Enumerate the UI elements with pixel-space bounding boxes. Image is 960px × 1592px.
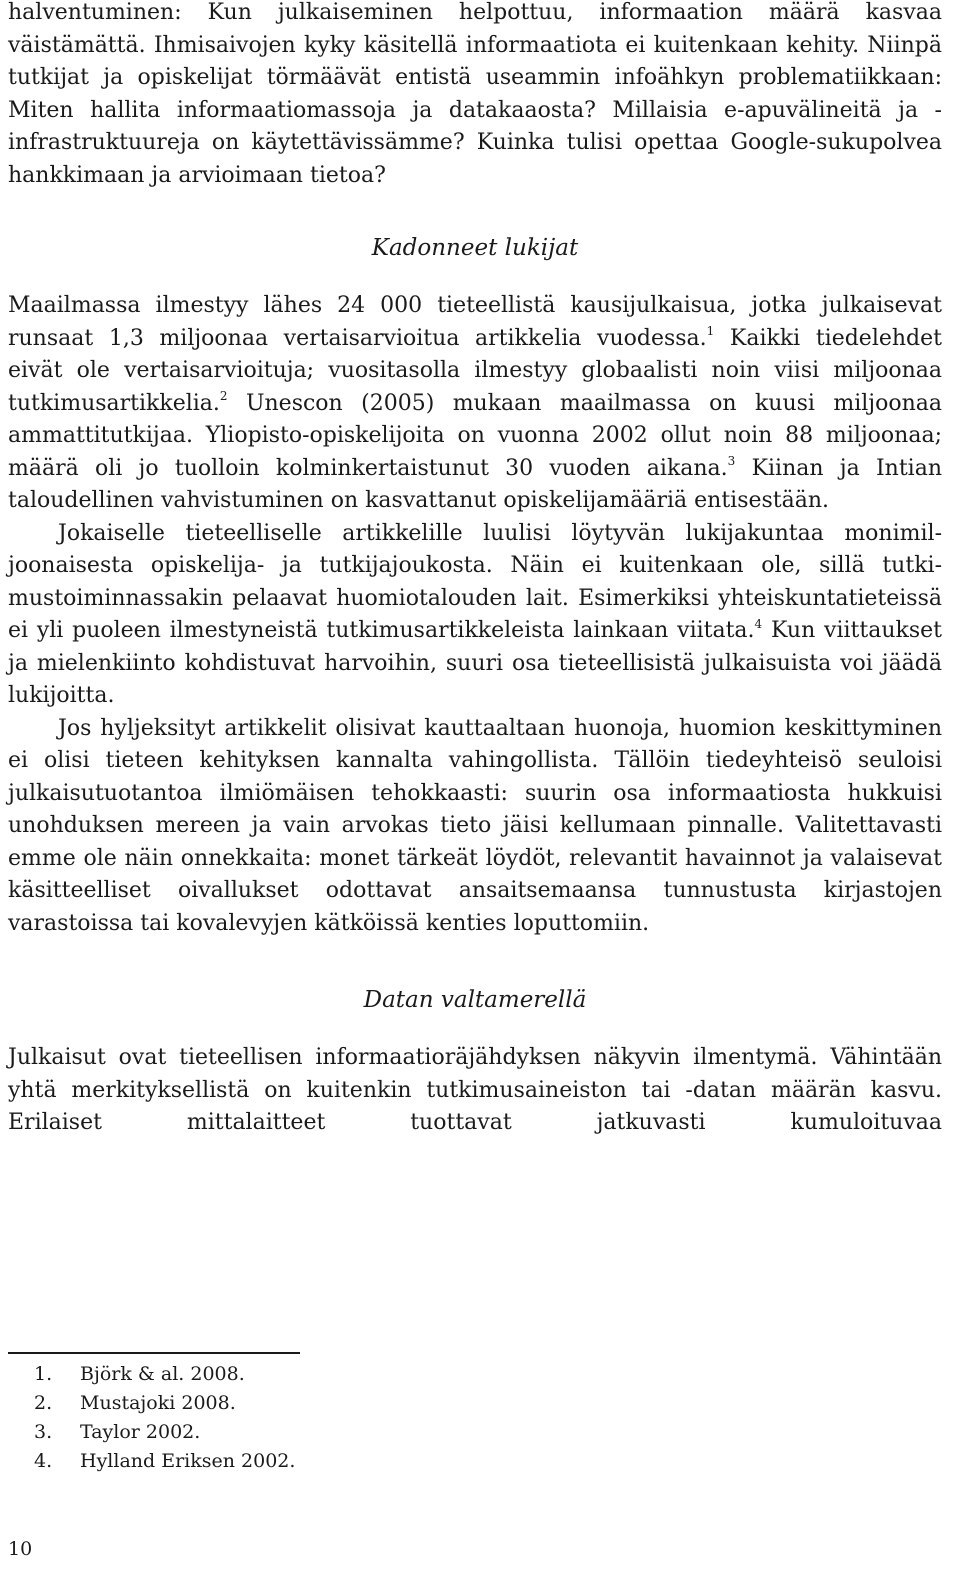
footnote-text: Mustajoki 2008. [80,1392,236,1414]
footnote-number: 3. [34,1421,53,1443]
paragraph-neglected-articles: Jos hyljeksityt artikkelit olisivat kauttaaltaan huonoja, huomion keskittyminen ei olisi tieteen kehityksen kannalta vahingollista. Tällöin tiedeyhteisö seuloisi julkaisutuotantoa ilmiömäisen tehokkaasti: suurin osa informaatiosta hukkuisi unohduksen mereen ja vain arvokas tieto jäisi kellumaan pinnalle. Valitettavasti emme ole näin onnekkaita: monet tärkeät löydöt, relevantit havainnot ja valaisevat käsitteelliset oivallukset odottavat ansaitsemaansa tunnustusta kirjastojen varastoissa tai kovalevyjen kätköissä kenties loputtomiin. [8,715,942,936]
paragraph-text: Maailmassa ilmestyy lähes 24 000 tieteellistä kausijulkaisua, jotka julkaisevat runsaat 1,3 miljoonaa vertaisarvioitua artikkelia vuodessa. [8,293,942,351]
paragraph-text: Unescon (2005) mukaan maailmassa on kuusi miljoonaa ammattitutkijaa. Yliopisto-opiskelijoita on vuonna 2002 ollut noin 88 miljoonaa; määrä oli jo tuolloin kolminkertaistunut 30 vuoden aikana. [8,390,942,481]
footnote-number: 4. [34,1450,53,1472]
footnote-item [34,1389,295,1418]
footnote-number: 1. [34,1363,53,1385]
footnote-item [34,1360,295,1389]
page-number: 10 [8,1538,33,1560]
paragraph-text: Kun viittaukset ja mielenkiinto kohdistuvat harvoihin, suuri osa tieteellisistä julkaisuista voi jäädä lukijoitta. [8,618,942,708]
paragraph-journals-count [8,290,942,518]
intro-paragraph: halventuminen: Kun julkaiseminen helpottuu, informaation määrä kasvaa väistämättä. Ihmisaivojen kyky käsitellä informaatiota ei kuitenkaan kehity. Niinpä tutkijat ja opiskelijat törmäävät entistä useammin infoähkyn problematiikkaan: Miten hallita informaatiomassoja ja datakaaosta? Millaisia e-apuvälineitä ja -infrastruktuureja on käytettävissämme? Kuinka tulisi opettaa Google-sukupolvea hankkimaan ja arvioimaan tietoa? [8,0,942,188]
footnote-ref-3[interactable]: 3 [727,454,736,469]
footnote-ref-2[interactable]: 2 [219,389,228,404]
footnote-ref-1[interactable]: 1 [706,324,715,339]
footnote-ref-4[interactable]: 4 [754,616,763,631]
paragraph-text: Kaikki tiedelehdet eivät ole vertaisarvioituja; vuositasolla ilmestyy globaalisti noin viisi miljoonaa tutkimusartikkelia. [8,325,942,416]
footnote-text: Hylland Eriksen 2002. [80,1450,296,1472]
paragraph-readership [8,518,942,713]
section-heading-datan-valtamerella: Datan valtamerellä [363,987,587,1013]
footnote-item [34,1418,295,1447]
page-body [8,0,942,1140]
footnote-text: Taylor 2002. [80,1421,201,1443]
paragraph-data-growth: Julkaisut ovat tieteellisen informaatioräjähdyksen näkyvin ilmentymä. Vähintään yhtä merkityksellistä on kuitenkin tutkimusaineiston tai -datan määrän kasvu. Erilaiset mittalaitteet tuottavat jatkuvasti kumuloituvaa [8,1045,942,1135]
footnote-text: Björk & al. 2008. [80,1363,245,1385]
footnote-item [34,1447,295,1476]
paragraph-text: Kiinan ja Intian taloudellinen vahvistuminen on kasvattanut opiskelijamääriä entisestään. [8,455,942,513]
paragraph-text: Jokaiselle tieteelliselle artikkelille luulisi löytyvän lukijakuntaa monimiljoonaisesta opiskelija- ja tutkijajoukosta. Näin ei kuitenkaan ole, sillä tutkimustoiminnassakin pelaavat huomiotalouden lait. Esimerkiksi yhteiskuntatieteissä ei yli puoleen ilmestyneistä tutkimusartikkeleista lainkaan viitata. [8,520,942,643]
footnotes-list [34,1360,295,1476]
footnote-number: 2. [34,1392,53,1414]
section-heading-kadonneet-lukijat: Kadonneet lukijat [371,235,579,261]
footnote-divider [8,1352,300,1354]
